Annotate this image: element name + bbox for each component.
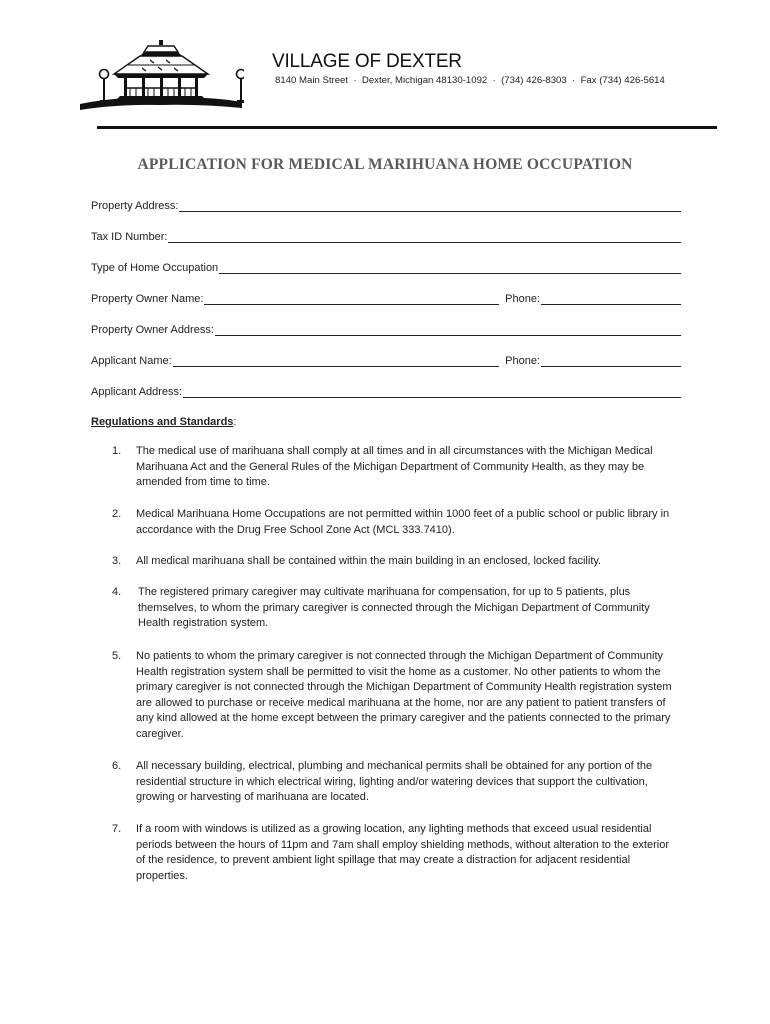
applicant-name-field[interactable] [173,356,499,367]
applicant-phone-label: Phone: [505,355,540,367]
tax-id-field[interactable] [168,232,681,243]
applicant-name-row [91,351,681,367]
regulation-number: 6. [112,760,122,772]
home-occupation-field[interactable] [219,263,681,274]
owner-name-label: Property Owner Name: [91,293,204,305]
regulation-number: 2. [112,508,122,520]
applicant-name-label: Applicant Name: [91,355,172,367]
regulation-text: No patients to whom the primary caregiver is not connected through the Michigan Department of Community Health registration system shall be permitted to visit the home as a customer. No other patients to whom the primary caregiver is not connected through the Michigan Department of Community Health registration system are allowed to purchase or receive medical marihuana at the home, nor are any patient to patient transfers of any kind allowed at the home except between the primary caregiver and the patients connected to the primary caregiver. [136,650,672,740]
property-address-field[interactable] [179,201,681,212]
tax-id-label: Tax ID Number: [91,231,168,243]
tax-id-row [91,227,681,243]
owner-address-row [91,320,681,336]
home-occupation-label: Type of Home Occupation [91,262,219,274]
owner-name-row [91,289,681,305]
regulation-text: The medical use of marihuana shall comply at all times and in all circumstances with the Michigan Medical Marihuana Act and the General Rules of the Michigan Department of Community Health, as they may be amended from time to time. [136,445,653,489]
organization-contact-line: 8140 Main Street · Dexter, Michigan 48130-1092 · (734) 426-8303 · Fax (734) 426-5614 [275,75,665,86]
applicant-phone-field[interactable] [541,356,681,367]
regulation-number: 1. [112,445,122,457]
regulation-number: 3. [112,555,122,567]
regulation-text: The registered primary caregiver may cultivate marihuana for compensation, for up to 5 patients, plus themselves, to whom the primary caregiver is connected through the Michigan Department of Community Health registration system. [138,586,650,630]
owner-address-field[interactable] [215,325,681,336]
owner-address-label: Property Owner Address: [91,324,214,336]
organization-name: VILLAGE OF DEXTER [272,51,462,72]
applicant-address-field[interactable] [183,387,681,398]
owner-phone-field[interactable] [541,294,681,305]
property-address-row [91,196,681,212]
regulations-heading-colon: : [233,416,237,428]
applicant-address-label: Applicant Address: [91,386,183,398]
property-address-label: Property Address: [91,200,179,212]
regulation-number: 7. [112,823,122,835]
regulation-text: Medical Marihuana Home Occupations are not permitted within 1000 feet of a public school or public library in accordance with the Drug Free School Zone Act (MCL 333.7410). [136,508,670,536]
regulations-heading [91,416,236,428]
gazebo-logo [78,38,244,122]
header-divider [97,126,717,129]
regulation-text: If a room with windows is utilized as a growing location, any lighting methods that exceed usual residential periods between the hours of 11pm and 7am shall employ shielding methods, without alteration to the exterior of the residence, to prevent ambient light spillage that may create a distraction for adjacent residential properties. [136,823,669,882]
regulation-text: All necessary building, electrical, plumbing and mechanical permits shall be obtained for any portion of the residential structure in which electrical wiring, lighting and/or watering devices that support the cultivation, growing or harvesting of marihuana are located. [136,760,653,804]
regulation-number: 5. [112,650,122,662]
applicant-address-row [91,382,681,398]
document-title: APPLICATION FOR MEDICAL MARIHUANA HOME OCCUPATION [137,156,633,173]
regulation-text: All medical marihuana shall be contained within the main building in an enclosed, locked facility. [136,555,602,567]
owner-phone-label: Phone: [505,293,540,305]
owner-name-field[interactable] [204,294,499,305]
regulations-heading-text: Regulations and Standards [91,416,234,428]
home-occupation-row [91,258,681,274]
regulation-number: 4. [112,586,122,598]
